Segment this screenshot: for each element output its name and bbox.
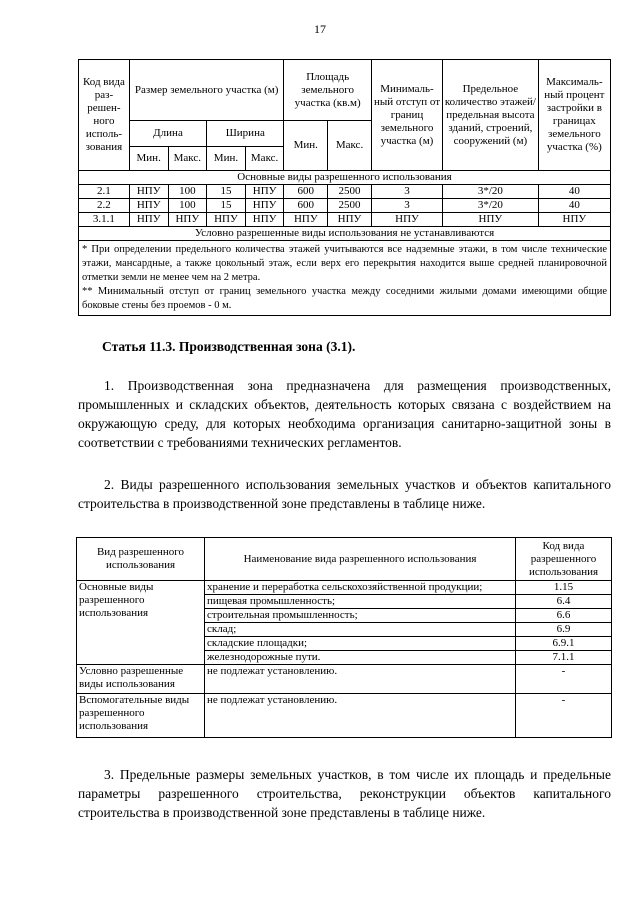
cell: НПУ — [245, 213, 284, 227]
header-length: Длина — [129, 121, 206, 147]
page-number: 17 — [314, 22, 326, 36]
cell: 40 — [538, 199, 610, 213]
use-code: 7.1.1 — [516, 651, 612, 665]
section-main-uses: Основные виды разрешенного использования — [79, 171, 611, 185]
conditional-uses-label: Условно разрешенные виды использования — [77, 665, 205, 694]
cell: 3 — [371, 185, 442, 199]
cell: 15 — [207, 185, 246, 199]
header-floors: Предельное количество этажей/ предельная высота зданий, строений, сооружений (м) — [443, 60, 539, 171]
header-use-name: Наименование вида разрешенного использования — [205, 538, 516, 581]
cell: НПУ — [443, 213, 539, 227]
cell: НПУ — [168, 213, 207, 227]
header-code: Код вида раз-решен-ного исполь-зования — [79, 60, 130, 171]
cell: 100 — [168, 185, 207, 199]
cell: 3*/20 — [443, 199, 539, 213]
header-use-type: Вид разрешенного использования — [77, 538, 205, 581]
cell: 2.2 — [79, 199, 130, 213]
cell: НПУ — [284, 213, 328, 227]
cell: 600 — [284, 185, 328, 199]
header-area: Площадь земельного участка (кв.м) — [284, 60, 371, 121]
cell: 600 — [284, 199, 328, 213]
use-name: железнодорожные пути. — [205, 651, 516, 665]
cell: НПУ — [129, 213, 168, 227]
cell: НПУ — [328, 213, 372, 227]
header-min-offset: Минималь-ный отступ от границ земельного участка (м) — [371, 60, 442, 171]
header-length-max: Макс. — [168, 147, 207, 171]
cell: НПУ — [245, 185, 284, 199]
cell: 2500 — [328, 185, 372, 199]
table-row — [77, 581, 612, 595]
cell: НПУ — [129, 199, 168, 213]
use-name: складские площадки; — [205, 637, 516, 651]
header-width-max: Макс. — [245, 147, 284, 171]
use-code: 6.4 — [516, 595, 612, 609]
use-name: склад; — [205, 623, 516, 637]
cell: 3.1.1 — [79, 213, 130, 227]
use-name: хранение и переработка сельскохозяйственной продукции; — [205, 581, 516, 595]
cell: НПУ — [245, 199, 284, 213]
header-area-max: Макс. — [328, 121, 372, 171]
header-length-min: Мин. — [129, 147, 168, 171]
cell: НПУ — [129, 185, 168, 199]
cell: НПУ — [207, 213, 246, 227]
table-row — [79, 213, 611, 227]
use-code: 6.9.1 — [516, 637, 612, 651]
header-size: Размер земельного участка (м) — [129, 60, 284, 121]
cell: 3*/20 — [443, 185, 539, 199]
cell: НПУ — [371, 213, 442, 227]
main-uses-label: Основные виды разрешенного использования — [77, 581, 205, 665]
cell: 2.1 — [79, 185, 130, 199]
use-name: пищевая промышленность; — [205, 595, 516, 609]
footnote-offset: ** Минимальный отступ от границ земельного участка между соседними жилыми домами имеющими общие боковые стены без проемов - 0 м. — [82, 286, 607, 311]
cell: НПУ — [538, 213, 610, 227]
cell: 2500 — [328, 199, 372, 213]
use-name: строительная промышленность; — [205, 609, 516, 623]
aux-uses-name: не подлежат установлению. — [205, 694, 516, 738]
header-area-min: Мин. — [284, 121, 328, 171]
permitted-uses-table — [76, 537, 612, 738]
use-code: 1.15 — [516, 581, 612, 595]
paragraph-2: 2. Виды разрешенного использования земельных участков и объектов капитального строительства в производственной зоне представлены в таблице ниже. — [78, 477, 611, 511]
use-code: 6.6 — [516, 609, 612, 623]
cell: 100 — [168, 199, 207, 213]
parameters-table — [78, 59, 611, 316]
use-code: 6.9 — [516, 623, 612, 637]
table-row — [79, 199, 611, 213]
header-max-percent: Максималь-ный процент застройки в границах земельного участка (%) — [538, 60, 610, 171]
conditional-uses-code: - — [516, 665, 612, 694]
table-row — [77, 665, 612, 694]
conditional-uses-name: не подлежат установлению. — [205, 665, 516, 694]
table-row — [77, 694, 612, 738]
footnote-floors: * При определении предельного количества этажей учитываются все надземные этажи, в том числе технические этажи, мансардные, а также цокольный этаж, если верх его перекрытия находится выше средней планировочной отметки земли не менее чем на 2 метра. — [82, 244, 607, 283]
table-row — [79, 185, 611, 199]
cell: 3 — [371, 199, 442, 213]
header-width-min: Мин. — [207, 147, 246, 171]
footnotes — [79, 241, 611, 316]
cell: 40 — [538, 185, 610, 199]
aux-uses-code: - — [516, 694, 612, 738]
paragraph-3: 3. Предельные размеры земельных участков, в том числе их площадь и предельные параметры разрешенного строительства, реконструкции объектов капитального строительства в производственной зоне представлены в таблице ниже. — [78, 767, 611, 820]
article-heading: Статья 11.3. Производственная зона (3.1). — [102, 339, 356, 354]
header-width: Ширина — [207, 121, 284, 147]
paragraph-1: 1. Производственная зона предназначена для размещения производственных, промышленных и складских объектов, деятельность которых связана с воздействием на окружающую среду, для которых необходима организация санитарно-защитной зоны в соответствии с требованиями технических регламентов. — [78, 378, 611, 450]
aux-uses-label: Вспомогательные виды разрешенного использования — [77, 694, 205, 738]
cell: 15 — [207, 199, 246, 213]
header-use-code: Код вида разрешенного использования — [516, 538, 612, 581]
section-conditional-uses: Условно разрешенные виды использования не устанавливаются — [79, 227, 611, 241]
